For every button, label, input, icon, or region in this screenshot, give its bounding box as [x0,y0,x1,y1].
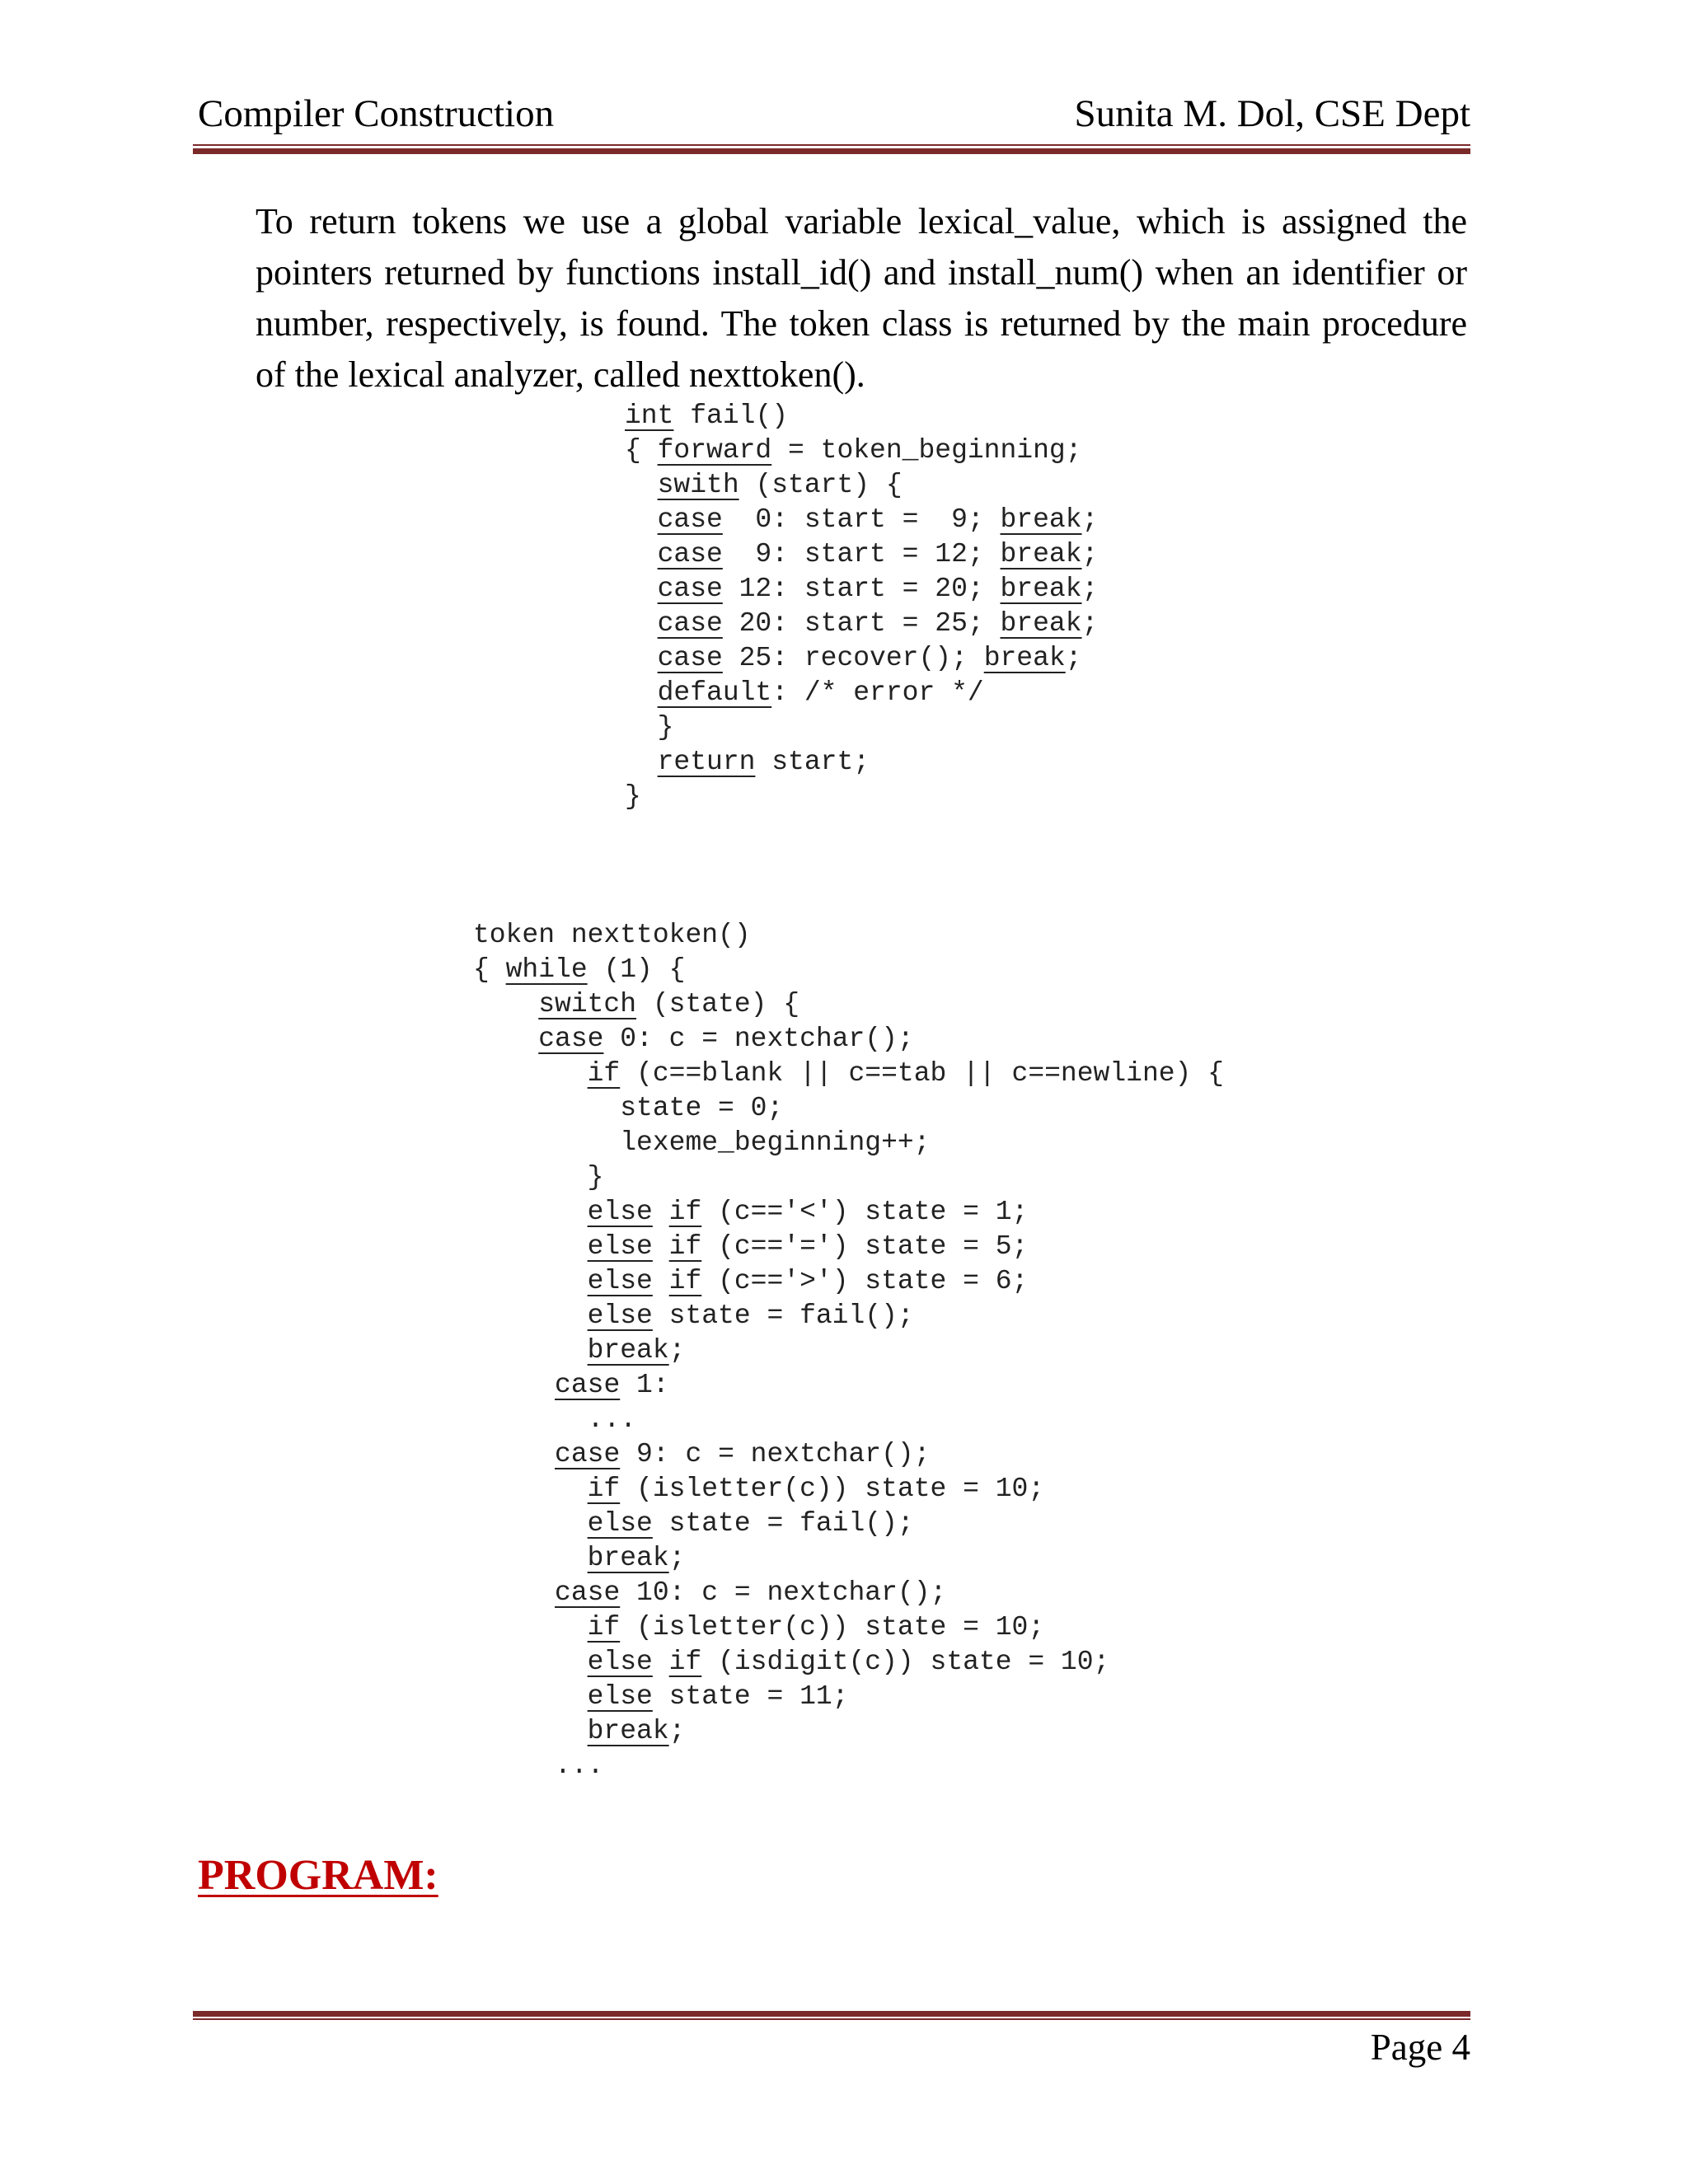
code-keyword: int [625,401,674,431]
code-keyword: break [1000,608,1082,639]
code-line [473,1333,1224,1368]
code-text: } [625,712,674,743]
code-keyword: break [983,643,1066,673]
code-text: lexeme_beginning++; [473,1127,931,1158]
code-text: ... [473,1404,637,1435]
code-keyword: if [668,1266,702,1296]
code-line [473,1091,1224,1126]
code-text: : /* error */ [771,677,984,708]
code-keyword: swith [657,470,739,500]
code-keyword: else [587,1301,653,1331]
code-keyword: else [587,1681,653,1712]
code-text [625,504,658,535]
code-keyword: break [1000,574,1082,604]
code-text [473,1474,588,1504]
code-text: } [473,1162,604,1193]
code-text [653,1266,669,1296]
code-line [473,1714,1224,1749]
code-text: start; [755,747,870,777]
code-text: token nexttoken() [473,920,751,950]
code-text: state = 11; [652,1681,849,1712]
code-line [625,745,1098,780]
code-text [653,1197,669,1227]
header-rule-thin [193,144,1470,146]
code-text: ; [668,1335,686,1366]
code-line [473,1057,1224,1091]
code-line [473,1541,1224,1576]
code-line [473,1230,1224,1264]
code-line [473,1576,1224,1610]
code-keyword: if [668,1647,702,1677]
code-text: (c=='<') state = 1; [701,1197,1029,1227]
footer-rule-thin [193,2018,1470,2020]
code-line [473,1299,1224,1333]
code-text: state = fail(); [652,1301,914,1331]
code-keyword: else [587,1647,653,1677]
code-text: fail() [673,401,789,431]
code-keyword: break [587,1335,669,1366]
code-text [625,539,658,569]
code-line [625,780,1098,814]
code-keyword: case [657,539,723,569]
code-text: 0: c = nextchar(); [603,1024,914,1054]
page-number: Page 4 [1370,2027,1470,2068]
code-line [625,537,1098,572]
code-line [625,641,1098,676]
code-text [473,1231,588,1262]
code-keyword: else [587,1197,653,1227]
code-keyword: if [587,1474,621,1504]
code-line [625,710,1098,745]
code-line [473,1403,1224,1437]
code-line [473,1472,1224,1507]
code-text: ... [473,1750,604,1781]
code-line [473,1195,1224,1230]
code-line [473,953,1224,987]
header-course-title: Compiler Construction [198,92,555,135]
code-text: (c=='=') state = 5; [701,1231,1029,1262]
code-block-nexttoken [473,918,1224,1783]
footer-rule-thick [193,2011,1470,2017]
code-keyword: else [587,1266,653,1296]
code-text: 12: start = 20; [722,574,1001,604]
code-text: 1: [620,1370,669,1400]
code-line [625,607,1098,641]
code-keyword: if [668,1231,702,1262]
code-keyword: break [1000,504,1082,535]
code-keyword: if [587,1612,621,1643]
code-block-fail [625,399,1098,814]
code-line [473,1437,1224,1472]
code-text: ; [1081,539,1099,569]
intro-paragraph: To return tokens we use a global variable lexical_value, which is assigned the pointers returned by functions install_id() and install_num() when an identifier or number, respectively, is found. The token class is returned by the main procedure of the lexical analyzer, called nexttoken(). [256,201,1467,395]
code-keyword: default [657,677,772,708]
code-text: ; [1081,574,1099,604]
code-line [473,1264,1224,1299]
code-text [473,1197,588,1227]
code-line [473,918,1224,953]
code-text: (1) { [587,954,686,985]
code-text: 20: start = 25; [722,608,1001,639]
code-keyword: return [657,747,756,777]
code-line [625,434,1098,468]
header-author: Sunita M. Dol, CSE Dept [1074,92,1470,135]
code-text [653,1647,669,1677]
code-line [473,1610,1224,1645]
code-text: 10: c = nextchar(); [620,1577,947,1608]
code-keyword: forward [657,435,772,466]
code-text: ; [1065,643,1082,673]
code-text: 9: c = nextchar(); [620,1439,931,1469]
code-text [473,1543,588,1573]
code-text: (c==blank || c==tab || c==newline) { [620,1058,1224,1089]
code-text [473,1439,555,1469]
code-text: ; [1081,504,1099,535]
code-text [625,747,658,777]
code-text [625,608,658,639]
code-text: (start) { [738,470,903,500]
code-keyword: break [587,1543,669,1573]
code-line [473,1368,1224,1403]
code-text [625,643,658,673]
code-text: (isletter(c)) state = 10; [620,1474,1045,1504]
code-text [473,1024,538,1054]
code-keyword: if [668,1197,702,1227]
code-line [625,503,1098,537]
code-text [473,1058,588,1089]
code-text: ; [668,1716,686,1746]
code-keyword: case [657,643,723,673]
code-text: { [625,435,658,466]
code-text [473,1301,588,1331]
code-text: (isletter(c)) state = 10; [620,1612,1045,1643]
code-text: state = 0; [473,1093,784,1123]
code-line [473,1126,1224,1160]
code-line [625,468,1098,503]
code-keyword: case [538,1024,604,1054]
code-text [473,1335,588,1366]
code-text: ; [668,1543,686,1573]
code-text [473,1577,555,1608]
code-text [473,989,538,1019]
code-line [473,1022,1224,1057]
code-text: state = fail(); [652,1508,914,1539]
code-text [473,1716,588,1746]
code-keyword: break [1000,539,1082,569]
code-text: = token_beginning; [771,435,1082,466]
code-line [625,399,1098,434]
code-keyword: switch [538,989,637,1019]
code-text: (c=='>') state = 6; [701,1266,1029,1296]
code-text [473,1508,588,1539]
code-line [473,987,1224,1022]
code-text: 0: start = 9; [722,504,1001,535]
code-text [473,1370,555,1400]
code-text [625,677,658,708]
code-line [625,572,1098,607]
code-text: 9: start = 12; [722,539,1001,569]
code-text [473,1647,588,1677]
code-keyword: case [657,574,723,604]
code-line [473,1749,1224,1783]
code-text [625,470,658,500]
code-text: { [473,954,506,985]
code-line [473,1645,1224,1680]
code-text: (state) { [636,989,800,1019]
code-text [473,1612,588,1643]
code-keyword: case [555,1439,621,1469]
code-keyword: if [587,1058,621,1089]
code-keyword: while [505,954,588,985]
code-keyword: case [555,1577,621,1608]
code-text: (isdigit(c)) state = 10; [701,1647,1110,1677]
code-text [473,1681,588,1712]
code-line [473,1160,1224,1195]
code-text: } [625,781,641,812]
code-keyword: else [587,1508,653,1539]
code-line [625,676,1098,710]
code-keyword: break [587,1716,669,1746]
code-text: ; [1081,608,1099,639]
header-rule-thick [193,148,1470,154]
code-keyword: case [657,608,723,639]
code-text [473,1266,588,1296]
code-line [473,1680,1224,1714]
code-text [625,574,658,604]
code-keyword: else [587,1231,653,1262]
code-line [473,1507,1224,1541]
code-text: 25: recover(); [722,643,984,673]
code-keyword: case [657,504,723,535]
code-keyword: case [555,1370,621,1400]
program-heading: PROGRAM: [198,1852,438,1899]
code-text [653,1231,669,1262]
